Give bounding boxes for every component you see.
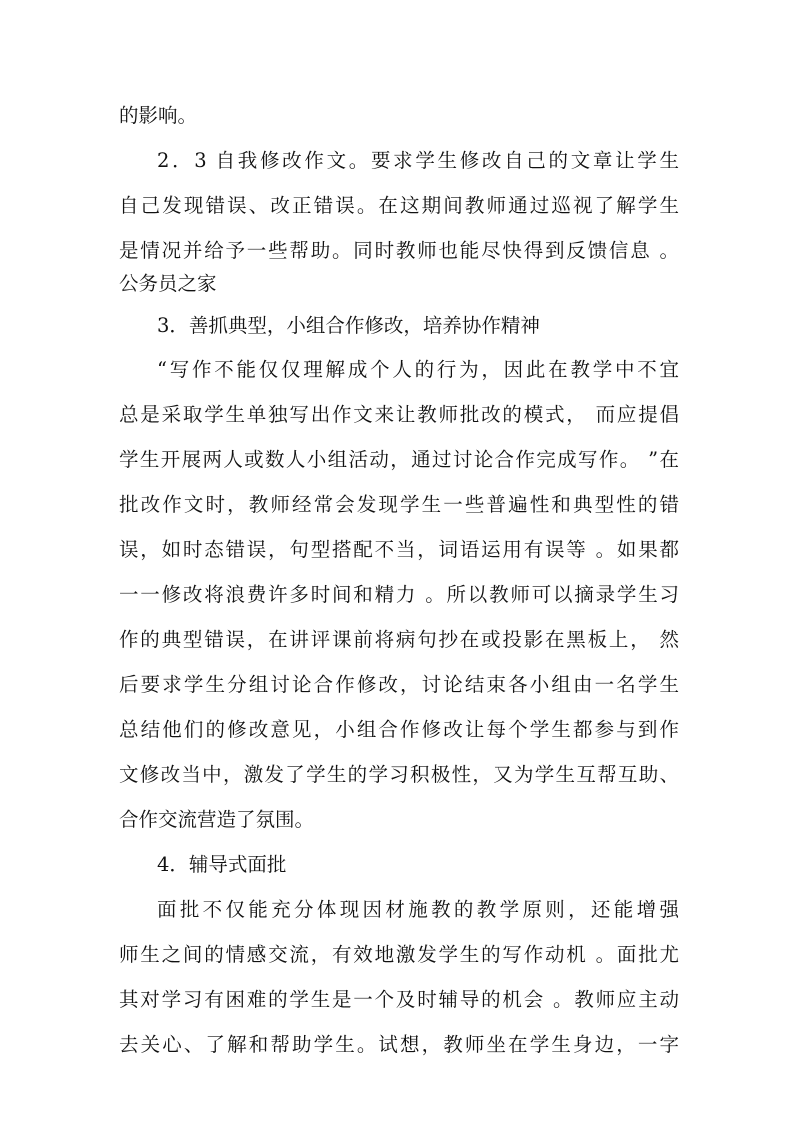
text-line: 后要求学生分组讨论合作修改，讨论结束各小组由一名学生	[119, 673, 679, 696]
section-heading-2-3: 2．3 自我修改作文。要求学生修改自己的文章让学生	[157, 149, 679, 172]
text-line: 总结他们的修改意见，小组合作修改让每个学生都参与到作	[119, 718, 679, 741]
section-heading-4: 4．辅导式面批	[157, 853, 287, 876]
text-line: 去关心、了解和帮助学生。试想，教师坐在学生身边，一字	[119, 1033, 679, 1056]
text-line: 自己发现错误、改正错误。在这期间教师通过巡视了解学生	[119, 194, 679, 217]
text-line: 合作交流营造了氛围。	[119, 808, 315, 831]
text-line: 面批不仅能充分体现因材施教的教学原则，还能增强	[157, 898, 679, 921]
text-line: 总是采取学生单独写出作文来让教师批改的模式， 而应提倡	[119, 403, 679, 426]
text-line: 作的典型错误，在讲评课前将病句抄在或投影在黑板上， 然	[119, 628, 679, 651]
section-heading-3: 3．善抓典型，小组合作修改，培养协作精神	[157, 314, 540, 337]
text-line: 一一修改将浪费许多时间和精力 。所以教师可以摘录学生习	[119, 583, 679, 606]
watermark-text: 公务员之家	[119, 272, 217, 295]
text-line: 文修改当中，激发了学生的学习积极性，又为学生互帮互助、	[119, 763, 679, 786]
text-line: 误，如时态错误，句型搭配不当，词语运用有误等 。如果都	[119, 538, 679, 561]
quote-line: “写作不能仅仅理解成个人的行为，因此在教学中不宜	[157, 358, 679, 381]
text-line: 师生之间的情感交流，有效地激发学生的写作动机 。面批尤	[119, 943, 679, 966]
text-line: 批改作文时，教师经常会发现学生一些普遍性和典型性的错	[119, 493, 679, 516]
text-line: 是情况并给予一些帮助。同时教师也能尽快得到反馈信息 。	[119, 239, 679, 262]
text-line: 其对学习有困难的学生是一个及时辅导的机会 。教师应主动	[119, 988, 679, 1011]
text-line: 学生开展两人或数人小组活动，通过讨论合作完成写作。 ”在	[119, 448, 679, 471]
text-line: 的影响。	[119, 104, 198, 127]
